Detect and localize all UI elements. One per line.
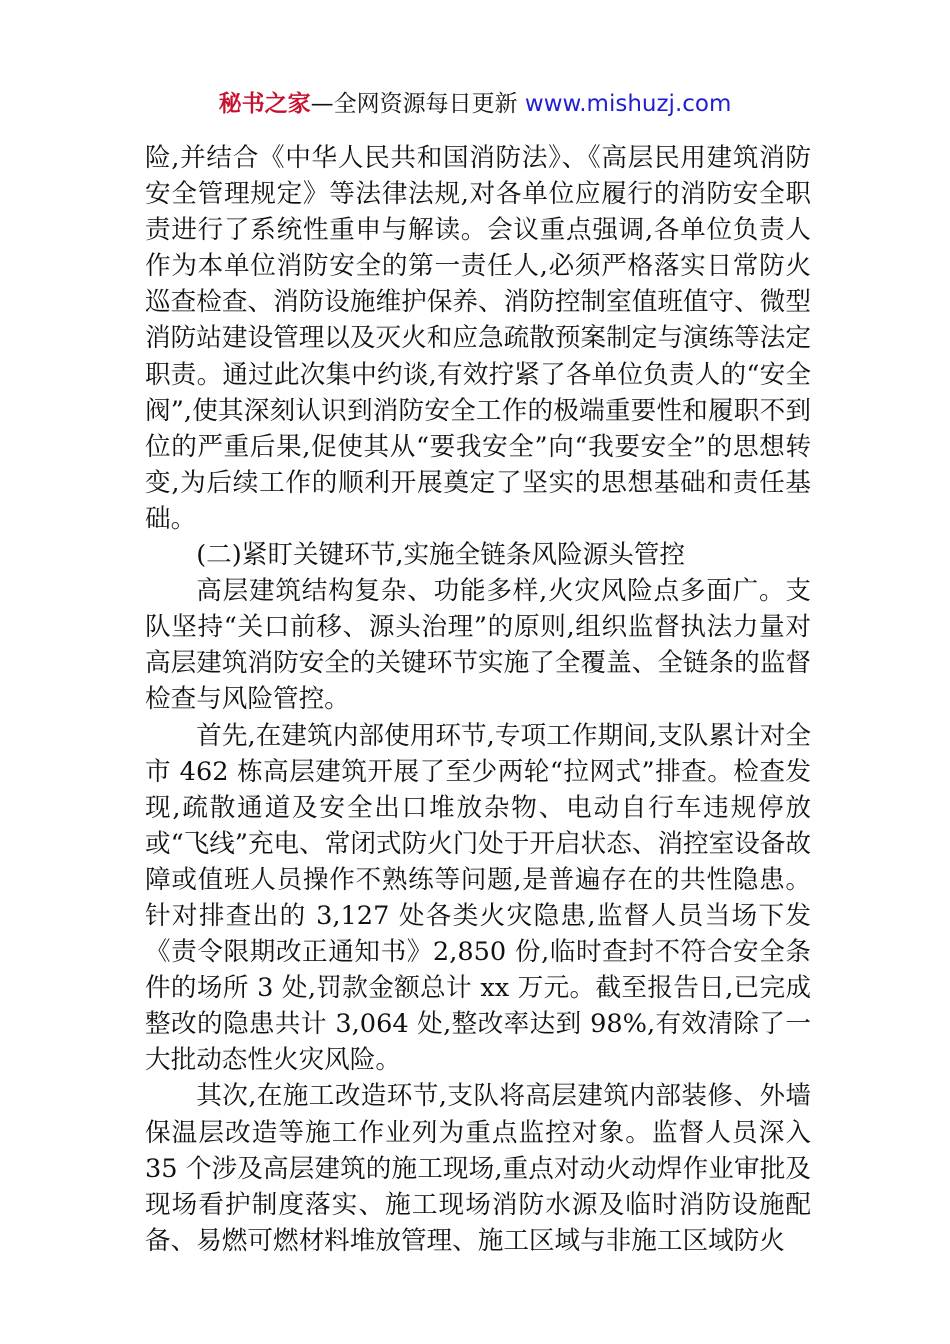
paragraph-continued: 险,并结合《中华人民共和国消防法》、《高层民用建筑消防安全管理规定》等法律法规,对各单位应履行的消防安全职责进行了系统性重申与解读。会议重点强调,各单位负责人作为本单位消防安全的第一责任人,必须严格落实日常防火巡查检查、消防设施维护保养、消防控制室值班值守、微型消防站建设管理以及灭火和应急疏散预案制定与演练等法定职责。通过此次集中约谈,有效拧紧了各单位负责人的“安全阀”,使其深刻认识到消防安全工作的极端重要性和履职不到位的严重后果,促使其从“要我安全”向“我要安全”的思想转变,为后续工作的顺利开展奠定了坚实的思想基础和责任基础。 <box>145 143 811 534</box>
paragraph: 首先,在建筑内部使用环节,专项工作期间,支队累计对全市 462 栋高层建筑开展了至少两轮“拉网式”排查。检查发现,疏散通道及安全出口堆放杂物、电动自行车违规停放或“飞线”充电、常闭式防火门处于开启状态、消控室设备故障或值班人员操作不熟练等问题,是普遍存在的共性隐患。针对排查出的 3,127 处各类火灾隐患,监督人员当场下发《责令限期改正通知书》2,850 份,临时查封不符合安全条件的场所 3 处,罚款金额总计 xx 万元。截至报告日,已完成整改的隐患共计 3,064 处,整改率达到 98%,有效清除了一大批动态性火灾风险。 <box>145 720 812 1076</box>
page-header <box>0 88 950 120</box>
paragraph: 其次,在施工改造环节,支队将高层建筑内部装修、外墙保温层改造等施工作业列为重点监控对象。监督人员深入 35 个涉及高层建筑的施工现场,重点对动火动焊作业审批及现场看护制度落实、施工现场消防水源及临时消防设施配备、易燃可燃材料堆放管理、施工区域与非施工区域防火 <box>145 1081 811 1256</box>
site-link[interactable]: www.mishuzj.com <box>524 91 732 117</box>
document-body <box>145 140 811 1259</box>
paragraph: 高层建筑结构复杂、功能多样,火灾风险点多面广。支队坚持“关口前移、源头治理”的原则,组织监督执法力量对高层建筑消防安全的关键环节实施了全覆盖、全链条的监督检查与风险管控。 <box>145 576 811 715</box>
brand-name: 秘书之家 <box>218 91 311 117</box>
header-tagline: —全网资源每日更新 <box>310 91 525 117</box>
section-heading: (二)紧盯关键环节,实施全链条风险源头管控 <box>196 540 685 571</box>
